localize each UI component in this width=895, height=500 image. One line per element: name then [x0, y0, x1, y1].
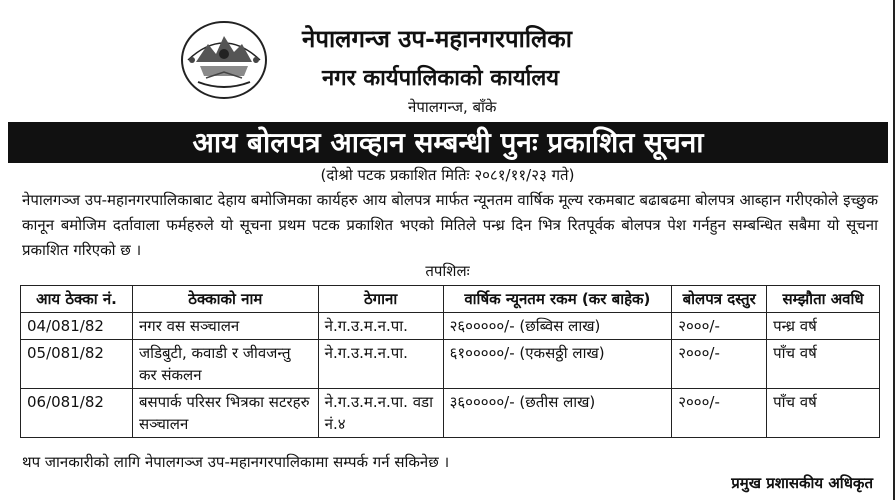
schedule-label: तपशिलः — [425, 262, 470, 280]
column-header-address: ठेगाना — [318, 286, 443, 313]
tender-fee: २०००/- — [672, 340, 767, 389]
table-header-row — [21, 286, 880, 313]
table-row — [21, 340, 880, 389]
contract-name: बसपार्क परिसर भित्रका सटरहरु सञ्चालन — [132, 389, 318, 438]
republished-date: (दोश्रो पटक प्रकाशित मितिः २०८१/११/२३ गते) — [320, 166, 575, 184]
signatory-title: प्रमुख प्रशासकीय अधिकृत — [731, 474, 873, 492]
agreement-period: पाँच वर्ष — [767, 340, 880, 389]
column-header-agreement-period: सम्झौता अवधि — [767, 286, 880, 313]
agreement-period: पन्ध्र वर्ष — [767, 313, 880, 340]
contract-number: 06/081/82 — [21, 389, 133, 438]
contract-address: ने.ग.उ.म.न.पा. — [318, 340, 443, 389]
tender-fee: २०००/- — [672, 389, 767, 438]
office-name: नगर कार्यपालिकाको कार्यालय — [322, 65, 559, 91]
contract-address: ने.ग.उ.म.न.पा. — [318, 313, 443, 340]
contract-name: नगर वस सञ्चालन — [132, 313, 318, 340]
notice-header — [0, 0, 893, 120]
column-header-contract-no: आय ठेक्का नं. — [21, 286, 133, 313]
agreement-period: पाँच वर्ष — [767, 389, 880, 438]
government-emblem-icon — [178, 18, 270, 100]
contract-amount: २६०००००/- (छब्विस लाख) — [443, 313, 672, 340]
column-header-tender-fee: बोलपत्र दस्तुर — [672, 286, 767, 313]
contract-address: ने.ग.उ.म.न.पा. वडा नं.४ — [318, 389, 443, 438]
column-header-annual-amount: वार्षिक न्यूनतम रकम (कर बाहेक) — [443, 286, 672, 313]
tender-fee: २०००/- — [672, 313, 767, 340]
notice-body: नेपालगञ्ज उप-महानगरपालिकाबाट देहाय बमोजिमका कार्यहरु आय बोलपत्र मार्फत न्यूनतम वार्षिक मूल्य रकमबाट बढाबढमा बोलपत्र आब्हान गरीएकोले इच्छुक कानून बमोजिम दर्तावाला फर्महरुले यो सूचना प्रथम पटक प्रकाशित भएको मितिले पन्ध्र दिन भित्र रितपूर्वक बोलपत्र पेश गर्नहुन सम्बन्धित सबैमा यो सूचना प्रकाशित गरिएको छ । — [22, 191, 878, 259]
tender-table — [20, 285, 880, 438]
contact-note: थप जानकारीको लागि नेपालगञ्ज उप-महानगरपालिकामा सम्पर्क गर्न सकिनेछ । — [22, 453, 450, 471]
table-row — [21, 389, 880, 438]
table-row — [21, 313, 880, 340]
contract-number: 04/081/82 — [21, 313, 133, 340]
office-location: नेपालगन्ज, बाँके — [408, 98, 497, 116]
notice-title-banner: आय बोलपत्र आव्हान सम्बन्धी पुनः प्रकाशित सूचना — [8, 122, 888, 163]
organization-name: नेपालगन्ज उप-महानगरपालिका — [302, 24, 572, 53]
contract-number: 05/081/82 — [21, 340, 133, 389]
contract-name: जडिबुटी, कवाडी र जीवजन्तु कर संकलन — [132, 340, 318, 389]
column-header-contract-name: ठेक्काको नाम — [132, 286, 318, 313]
contract-amount: ३६०००००/- (छतीस लाख) — [443, 389, 672, 438]
contract-amount: ६१०००००/- (एकसठ्ठी लाख) — [443, 340, 672, 389]
